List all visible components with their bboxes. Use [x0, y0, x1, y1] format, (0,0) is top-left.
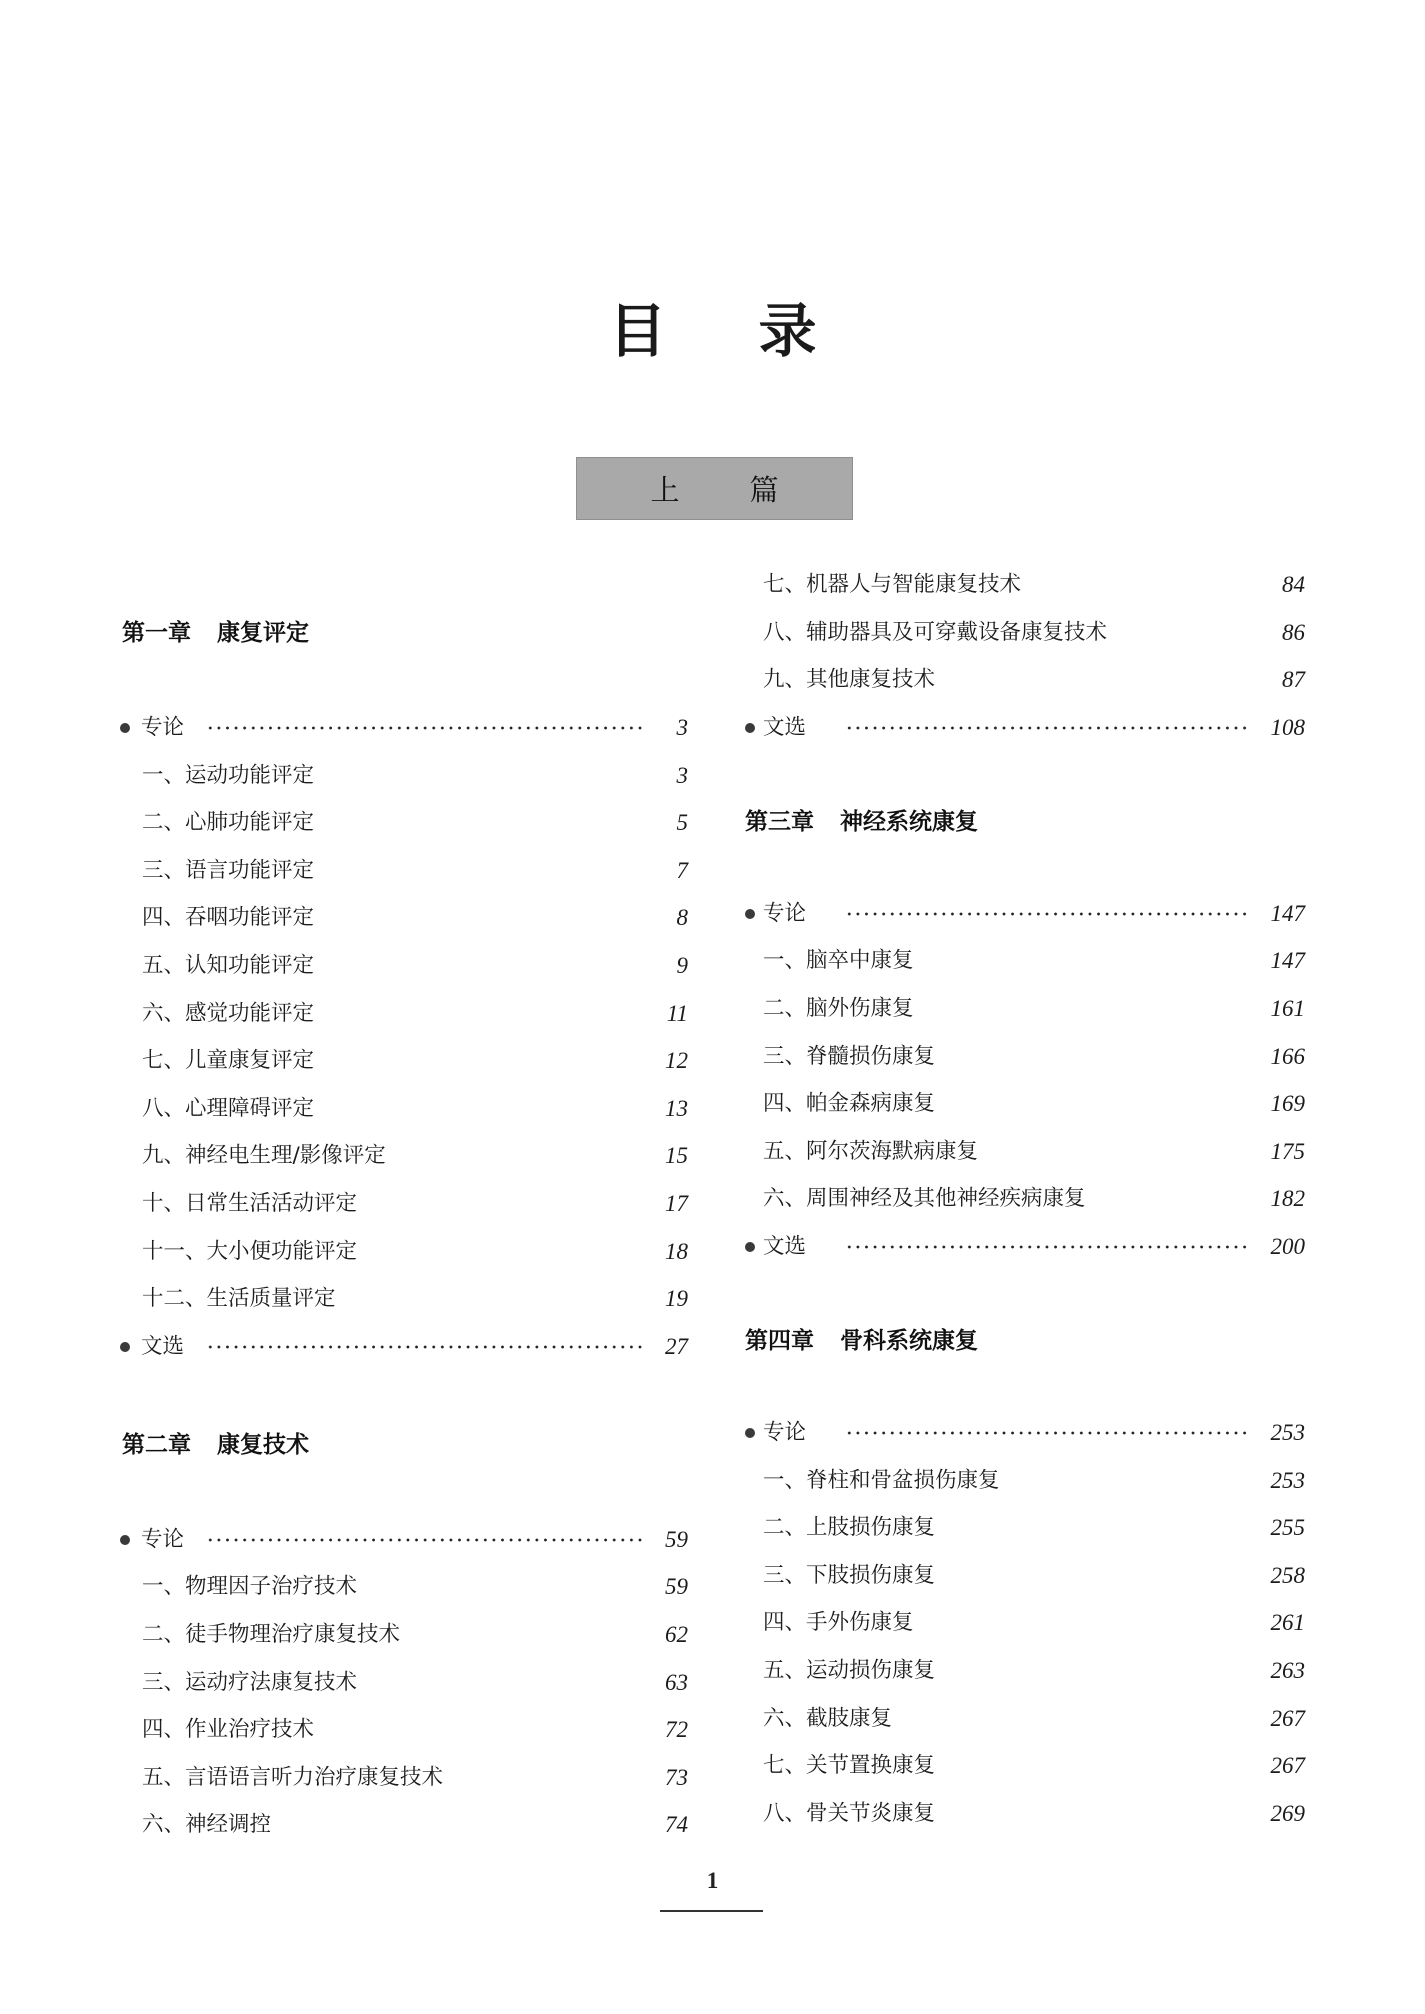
- toc-entry[interactable]: [745, 1136, 1305, 1168]
- toc-entry-label: 一、脊柱和骨盆损伤康复: [763, 1467, 1000, 1493]
- toc-entry-label: 一、物理因子治疗技术: [142, 1574, 358, 1600]
- toc-page-number: 261: [1270, 1610, 1305, 1636]
- toc-page-number: 108: [1270, 714, 1305, 740]
- toc-page-number: 86: [1282, 619, 1305, 645]
- toc-entry[interactable]: [120, 1283, 688, 1315]
- toc-page-number: 12: [665, 1048, 688, 1074]
- toc-page-number: 161: [1270, 996, 1305, 1021]
- toc-entry-label: 四、帕金森病康复: [763, 1091, 936, 1117]
- chapter-heading: [122, 1430, 309, 1460]
- toc-page-number: 200: [1270, 1234, 1305, 1259]
- chapter-title: 康复技术: [217, 1431, 309, 1458]
- toc-entry-label: 八、心理障碍评定: [142, 1095, 315, 1121]
- toc-page-number: 59: [665, 1574, 688, 1600]
- toc-entry-label: 九、神经电生理/影像评定: [142, 1143, 386, 1169]
- toc-entry[interactable]: [745, 1703, 1305, 1735]
- toc-page-number: 73: [665, 1764, 688, 1790]
- bullet-icon: [745, 723, 755, 733]
- part-label-char: 篇: [749, 473, 779, 507]
- chapter-heading: [745, 807, 978, 837]
- toc-page-number: 267: [1270, 1753, 1305, 1779]
- chapter-number: 第一章: [122, 620, 191, 646]
- toc-entry[interactable]: [745, 993, 1305, 1025]
- toc-entry[interactable]: [120, 760, 688, 792]
- toc-entry-label: 三、运动疗法康复技术: [142, 1669, 358, 1695]
- dot-leader: [206, 1345, 646, 1349]
- chapter-title: 骨科系统康复: [840, 1328, 978, 1354]
- dot-leader: [845, 912, 1249, 916]
- toc-entry[interactable]: [120, 855, 688, 887]
- toc-entry-label: 七、儿童康复评定: [142, 1048, 315, 1074]
- toc-entry-label: 八、辅助器具及可穿戴设备康复技术: [763, 619, 1108, 645]
- toc-entry-label: 文选: [141, 1333, 185, 1359]
- chapter-number: 第四章: [745, 1328, 814, 1354]
- toc-page-number: 258: [1270, 1562, 1305, 1588]
- toc-entry-label: 七、机器人与智能康复技术: [763, 572, 1022, 597]
- toc-entry-label: 一、运动功能评定: [142, 762, 315, 788]
- dot-leader: [206, 726, 646, 730]
- bullet-icon: [120, 723, 130, 733]
- toc-page-number: 7: [676, 857, 688, 883]
- toc-page-number: 74: [665, 1812, 688, 1838]
- toc-entry-label: 文选: [763, 1234, 807, 1259]
- toc-entry[interactable]: [745, 1798, 1305, 1830]
- toc-entry[interactable]: [745, 1750, 1305, 1782]
- bullet-icon: [120, 1342, 130, 1352]
- toc-entry-label: 四、作业治疗技术: [142, 1717, 315, 1743]
- toc-page-number: 147: [1270, 900, 1305, 926]
- toc-entry-label: 六、截肢康复: [763, 1705, 893, 1731]
- toc-entry[interactable]: [120, 1667, 688, 1699]
- toc-page-number: 19: [665, 1286, 688, 1312]
- toc-entry-label: 十、日常生活活动评定: [142, 1191, 358, 1216]
- toc-page-number: 166: [1270, 1043, 1305, 1069]
- toc-page-number: 84: [1282, 572, 1305, 597]
- chapter-heading: [745, 1326, 978, 1356]
- toc-entry[interactable]: [120, 1188, 688, 1220]
- toc-page-number: 3: [676, 762, 688, 788]
- toc-entry[interactable]: [120, 1809, 688, 1841]
- toc-entry-label: 八、骨关节炎康复: [763, 1800, 936, 1826]
- toc-page-number: 253: [1270, 1420, 1305, 1445]
- toc-entry[interactable]: [745, 1655, 1305, 1687]
- toc-entry-label: 二、心肺功能评定: [142, 810, 315, 836]
- toc-entry-label: 六、周围神经及其他神经疾病康复: [763, 1186, 1086, 1212]
- toc-entry-label: 六、神经调控: [142, 1812, 272, 1838]
- toc-section-entry[interactable]: [120, 1524, 688, 1556]
- toc-page-number: 87: [1282, 667, 1305, 693]
- toc-page-number: 72: [665, 1717, 688, 1743]
- toc-entry-label: 三、下肢损伤康复: [763, 1562, 936, 1588]
- toc-entry-label: 专论: [763, 1420, 807, 1445]
- toc-title-char: 目: [608, 297, 667, 365]
- toc-entry[interactable]: [120, 1714, 688, 1746]
- toc-entry-label: 十二、生活质量评定: [142, 1286, 336, 1312]
- toc-page-number: 5: [676, 810, 688, 836]
- toc-entry[interactable]: [745, 1560, 1305, 1592]
- footer-rule: [660, 1910, 763, 1912]
- toc-title-char: 录: [758, 297, 817, 365]
- toc-page-number: 15: [665, 1143, 688, 1169]
- chapter-heading: [122, 618, 309, 648]
- toc-entry[interactable]: [745, 569, 1305, 601]
- toc-entry[interactable]: [120, 1140, 688, 1172]
- toc-column-left: [0, 0, 712, 2014]
- toc-section-entry[interactable]: [745, 898, 1305, 930]
- chapter-number: 第三章: [745, 808, 814, 835]
- toc-page-number: 62: [665, 1622, 688, 1647]
- toc-page-number: 263: [1270, 1658, 1305, 1683]
- toc-entry[interactable]: [120, 902, 688, 934]
- toc-entry[interactable]: [120, 807, 688, 839]
- toc-entry[interactable]: [745, 1465, 1305, 1497]
- toc-page-number: 175: [1270, 1138, 1305, 1164]
- toc-entry-label: 三、脊髓损伤康复: [763, 1043, 936, 1069]
- bullet-icon: [120, 1535, 130, 1545]
- toc-entry-label: 专论: [141, 715, 185, 740]
- toc-page-number: 147: [1270, 948, 1305, 974]
- toc-entry-label: 专论: [141, 1526, 185, 1552]
- toc-page-number: 11: [666, 1000, 688, 1026]
- toc-entry[interactable]: [745, 1041, 1305, 1073]
- toc-section-entry[interactable]: [745, 712, 1305, 744]
- toc-entry[interactable]: [120, 1571, 688, 1603]
- toc-entry-label: 四、手外伤康复: [763, 1610, 914, 1636]
- toc-entry-label: 专论: [763, 900, 807, 926]
- toc-entry[interactable]: [120, 1762, 688, 1794]
- dot-leader: [845, 1431, 1249, 1435]
- toc-page-number: 3: [676, 715, 688, 740]
- toc-entry[interactable]: [745, 664, 1305, 696]
- toc-entry-label: 九、其他康复技术: [763, 667, 936, 693]
- toc-page-number: 8: [676, 905, 688, 931]
- toc-entry[interactable]: [745, 945, 1305, 977]
- chapter-title: 康复评定: [217, 620, 309, 646]
- toc-entry[interactable]: [745, 1607, 1305, 1639]
- toc-entry-label: 五、阿尔茨海默病康复: [763, 1138, 979, 1164]
- toc-page-number: 269: [1270, 1800, 1305, 1826]
- toc-entry[interactable]: [120, 1093, 688, 1125]
- toc-page-number: 59: [665, 1526, 688, 1552]
- toc-entry[interactable]: [745, 617, 1305, 649]
- toc-page-number: 18: [665, 1238, 688, 1264]
- toc-entry-label: 五、言语语言听力治疗康复技术: [142, 1764, 444, 1790]
- toc-section-entry[interactable]: [745, 1231, 1305, 1263]
- toc-entry[interactable]: [120, 1619, 688, 1651]
- toc-entry-label: 二、脑外伤康复: [763, 996, 914, 1021]
- toc-page-number: 182: [1270, 1186, 1305, 1212]
- toc-entry-label: 二、徒手物理治疗康复技术: [142, 1622, 401, 1647]
- toc-section-entry[interactable]: [120, 1331, 688, 1363]
- part-label-char: 上: [650, 473, 680, 507]
- toc-page-number: 267: [1270, 1705, 1305, 1731]
- dot-leader: [845, 726, 1249, 730]
- toc-entry-label: 十一、大小便功能评定: [142, 1238, 358, 1264]
- toc-entry[interactable]: [745, 1088, 1305, 1120]
- toc-entry[interactable]: [120, 950, 688, 982]
- toc-page-number: 169: [1270, 1091, 1305, 1117]
- toc-entry-label: 四、吞咽功能评定: [142, 905, 315, 931]
- toc-entry[interactable]: [120, 1236, 688, 1268]
- toc-section-entry[interactable]: [745, 1417, 1305, 1449]
- dot-leader: [845, 1245, 1249, 1249]
- chapter-title: 神经系统康复: [840, 808, 978, 835]
- toc-entry-label: 文选: [763, 714, 807, 740]
- toc-entry-label: 六、感觉功能评定: [142, 1000, 315, 1026]
- toc-entry-label: 五、运动损伤康复: [763, 1658, 936, 1683]
- toc-section-entry[interactable]: [120, 712, 688, 744]
- toc-entry-label: 三、语言功能评定: [142, 857, 315, 883]
- toc-page-number: 9: [676, 953, 688, 978]
- dot-leader: [206, 1538, 646, 1542]
- toc-entry[interactable]: [120, 1045, 688, 1077]
- toc-entry-label: 五、认知功能评定: [142, 953, 315, 978]
- toc-entry[interactable]: [745, 1512, 1305, 1544]
- toc-page-number: 253: [1270, 1467, 1305, 1493]
- toc-page-number: 63: [665, 1669, 688, 1695]
- chapter-number: 第二章: [122, 1431, 191, 1458]
- bullet-icon: [745, 1428, 755, 1438]
- toc-page-number: 17: [665, 1191, 688, 1216]
- toc-entry-label: 一、脑卒中康复: [763, 948, 914, 974]
- page-number: 1: [706, 1868, 719, 1893]
- toc-entry-label: 二、上肢损伤康复: [763, 1515, 936, 1541]
- toc-entry[interactable]: [120, 998, 688, 1030]
- bullet-icon: [745, 909, 755, 919]
- bullet-icon: [745, 1242, 755, 1252]
- toc-column-right: [712, 0, 1425, 2014]
- toc-page-number: 27: [665, 1333, 688, 1359]
- toc-page-number: 255: [1270, 1515, 1305, 1541]
- toc-page-number: 13: [665, 1095, 688, 1121]
- toc-entry[interactable]: [745, 1183, 1305, 1215]
- toc-entry-label: 七、关节置换康复: [763, 1753, 936, 1779]
